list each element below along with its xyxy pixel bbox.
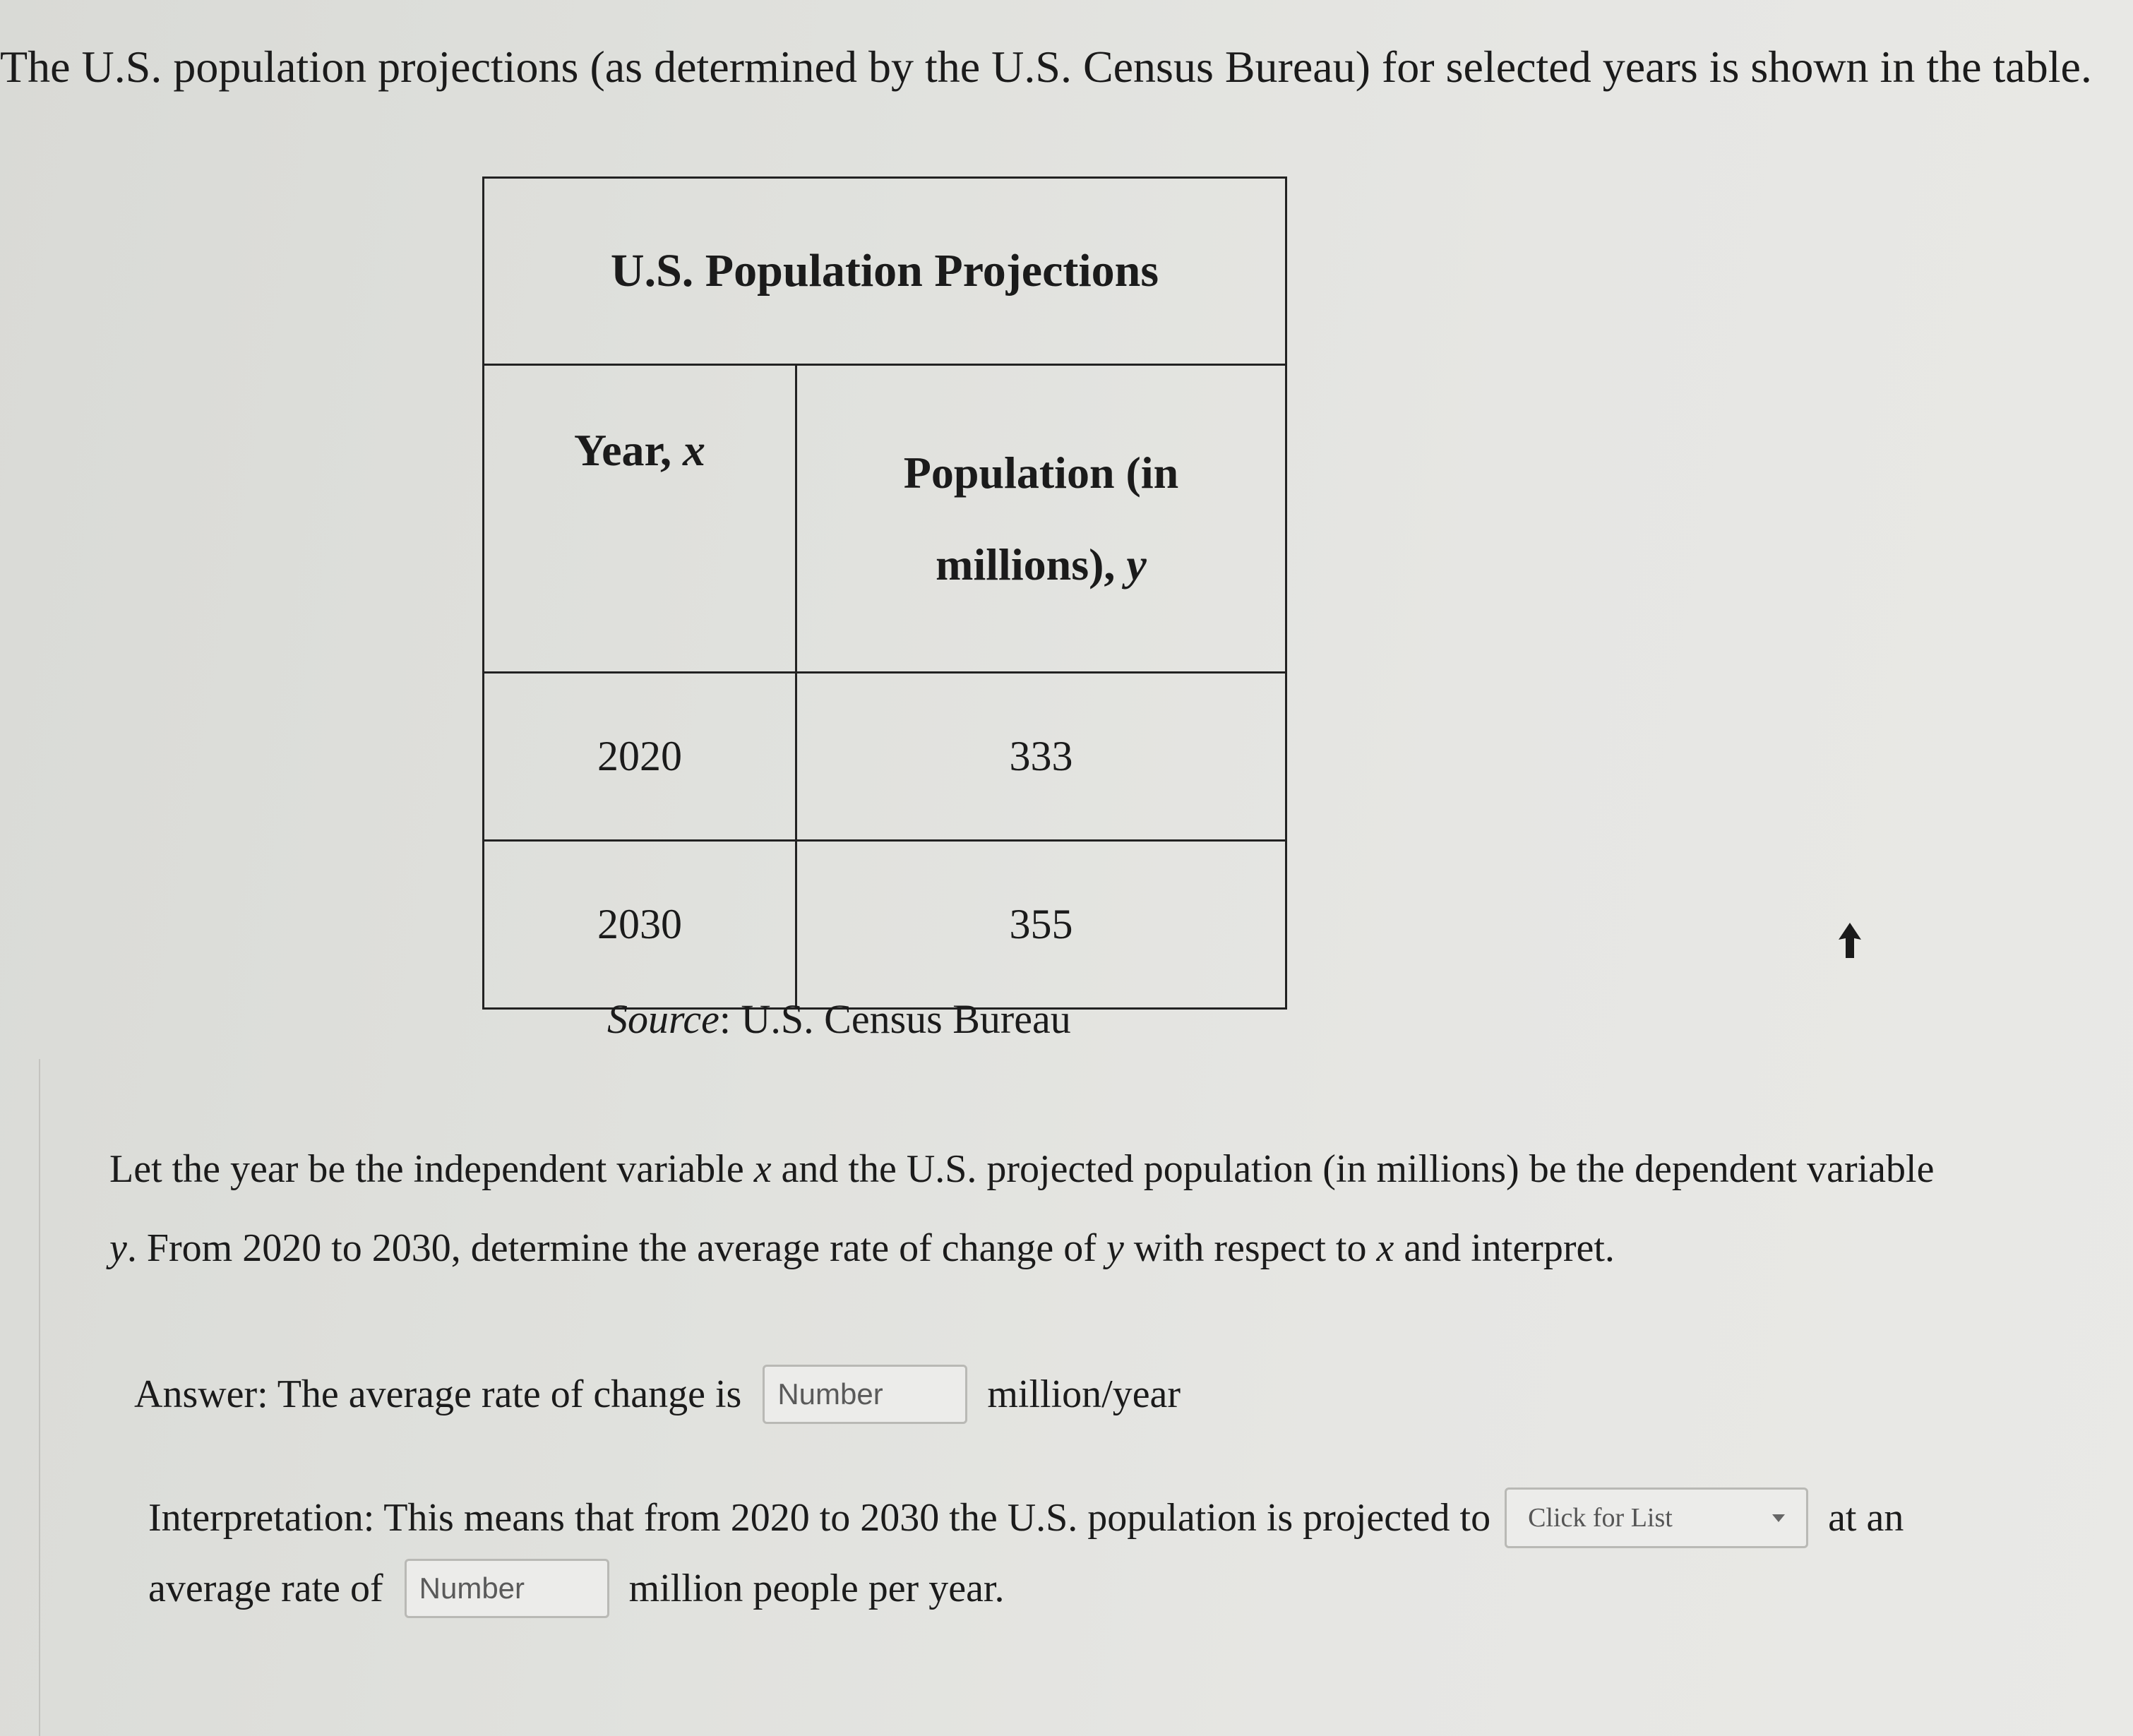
interpretation-line2 [148, 1553, 1942, 1624]
chevron-down-icon [1772, 1514, 1785, 1522]
population-header-label: millions), [936, 539, 1127, 589]
question-part: . From 2020 to 2030, determine the average rate of change of [126, 1226, 1106, 1270]
question-part: Let the year be the independent variable [109, 1147, 754, 1191]
question-text [109, 1130, 1959, 1288]
interpretation-line2-prefix: average rate of [148, 1567, 383, 1610]
question-var-x: x [753, 1147, 772, 1191]
population-table [482, 176, 1287, 1010]
year-cell: 2030 [484, 841, 796, 1009]
answer-unit: million/year [987, 1372, 1181, 1416]
source-label: Source [607, 996, 719, 1042]
question-var-y: y [109, 1226, 127, 1270]
table-row [484, 841, 1286, 1009]
interpretation-prefix: Interpretation: This means that from 2020 to 2030 the U.S. population is projected to [148, 1496, 1491, 1540]
answer-prefix: Answer: The average rate of change is [134, 1372, 742, 1416]
table-source [607, 995, 1071, 1043]
year-header-label: Year, [573, 425, 683, 475]
question-var-y: y [1106, 1226, 1124, 1270]
answer-row [134, 1359, 1181, 1430]
intro-text: The U.S. population projections (as determined by the U.S. Census Bureau) for selected years is shown in the table. [0, 42, 2092, 92]
table-row [484, 673, 1286, 841]
direction-dropdown[interactable] [1505, 1487, 1808, 1548]
population-column-header [796, 365, 1286, 673]
question-part: with respect to [1123, 1226, 1377, 1270]
population-cell: 355 [796, 841, 1286, 1009]
mouse-cursor-icon [1836, 921, 1864, 961]
question-part: and interpret. [1394, 1226, 1615, 1270]
population-header-line1: Population (in [903, 447, 1179, 498]
rate-of-change-input[interactable]: Number [763, 1365, 967, 1424]
year-variable: x [683, 425, 706, 475]
population-cell: 333 [796, 673, 1286, 841]
interpretation [148, 1483, 1942, 1624]
source-text: : U.S. Census Bureau [719, 996, 1071, 1042]
question-var-x: x [1376, 1226, 1394, 1270]
question-part: and the U.S. projected population (in millions) be the dependent variable [771, 1147, 1935, 1191]
year-column-header [484, 365, 796, 673]
table-title: U.S. Population Projections [484, 178, 1286, 365]
year-cell: 2020 [484, 673, 796, 841]
interpretation-line1 [148, 1483, 1942, 1553]
population-variable: y [1126, 539, 1147, 589]
rate-per-year-input[interactable]: Number [405, 1559, 609, 1618]
dropdown-placeholder: Click for List [1528, 1503, 1673, 1533]
interpretation-after-select: at an [1828, 1496, 1904, 1540]
interpretation-suffix: million people per year. [628, 1567, 1005, 1610]
left-border-line [39, 1059, 40, 1736]
population-header-line2 [797, 519, 1285, 611]
